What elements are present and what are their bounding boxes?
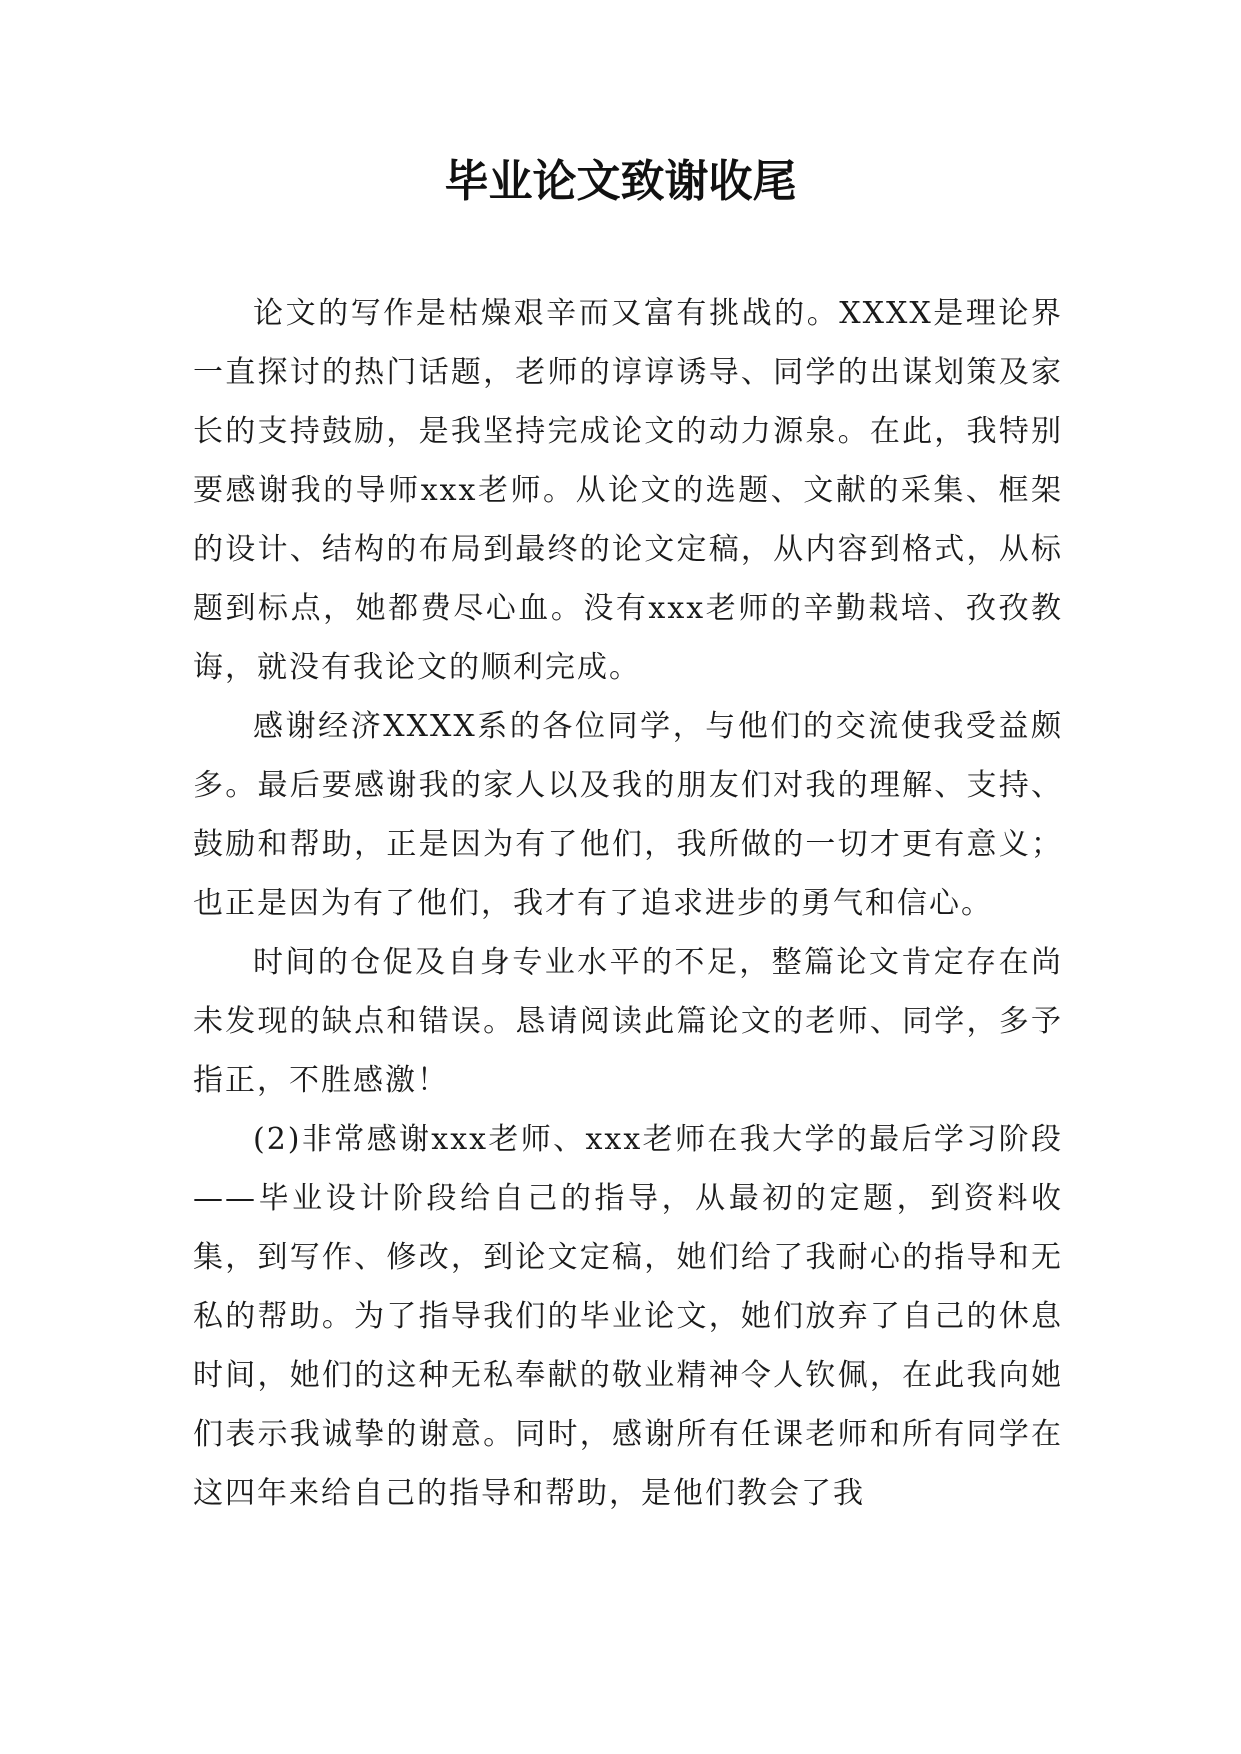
document-body — [193, 284, 1063, 1523]
paragraph-4: (2)非常感谢xxx老师、xxx老师在我大学的最后学习阶段——毕业设计阶段给自己的指导，从最初的定题，到资料收集，到写作、修改，到论文定稿，她们给了我耐心的指导和无私的帮助。为了指导我们的毕业论文，她们放弃了自己的休息时间，她们的这种无私奉献的敬业精神令人钦佩，在此我向她们表示我诚挚的谢意。同时，感谢所有任课老师和所有同学在这四年来给自己的指导和帮助，是他们教会了我 — [193, 1122, 1063, 1511]
paragraph-1: 论文的写作是枯燥艰辛而又富有挑战的。XXXX是理论界一直探讨的热门话题，老师的谆谆诱导、同学的出谋划策及家长的支持鼓励，是我坚持完成论文的动力源泉。在此，我特别要感谢我的导师xxx老师。从论文的选题、文献的采集、框架的设计、结构的布局到最终的论文定稿，从内容到格式，从标题到标点，她都费尽心血。没有xxx老师的辛勤栽培、孜孜教诲，就没有我论文的顺利完成。 — [193, 296, 1063, 685]
paragraph-3: 时间的仓促及自身专业水平的不足，整篇论文肯定存在尚未发现的缺点和错误。恳请阅读此篇论文的老师、同学，多予指正，不胜感激！ — [193, 945, 1063, 1098]
paragraph-2: 感谢经济XXXX系的各位同学，与他们的交流使我受益颇多。最后要感谢我的家人以及我的朋友们对我的理解、支持、鼓励和帮助，正是因为有了他们，我所做的一切才更有意义；也正是因为有了他们，我才有了追求进步的勇气和信心。 — [193, 709, 1063, 921]
document-title: 毕业论文致谢收尾 — [444, 156, 797, 207]
